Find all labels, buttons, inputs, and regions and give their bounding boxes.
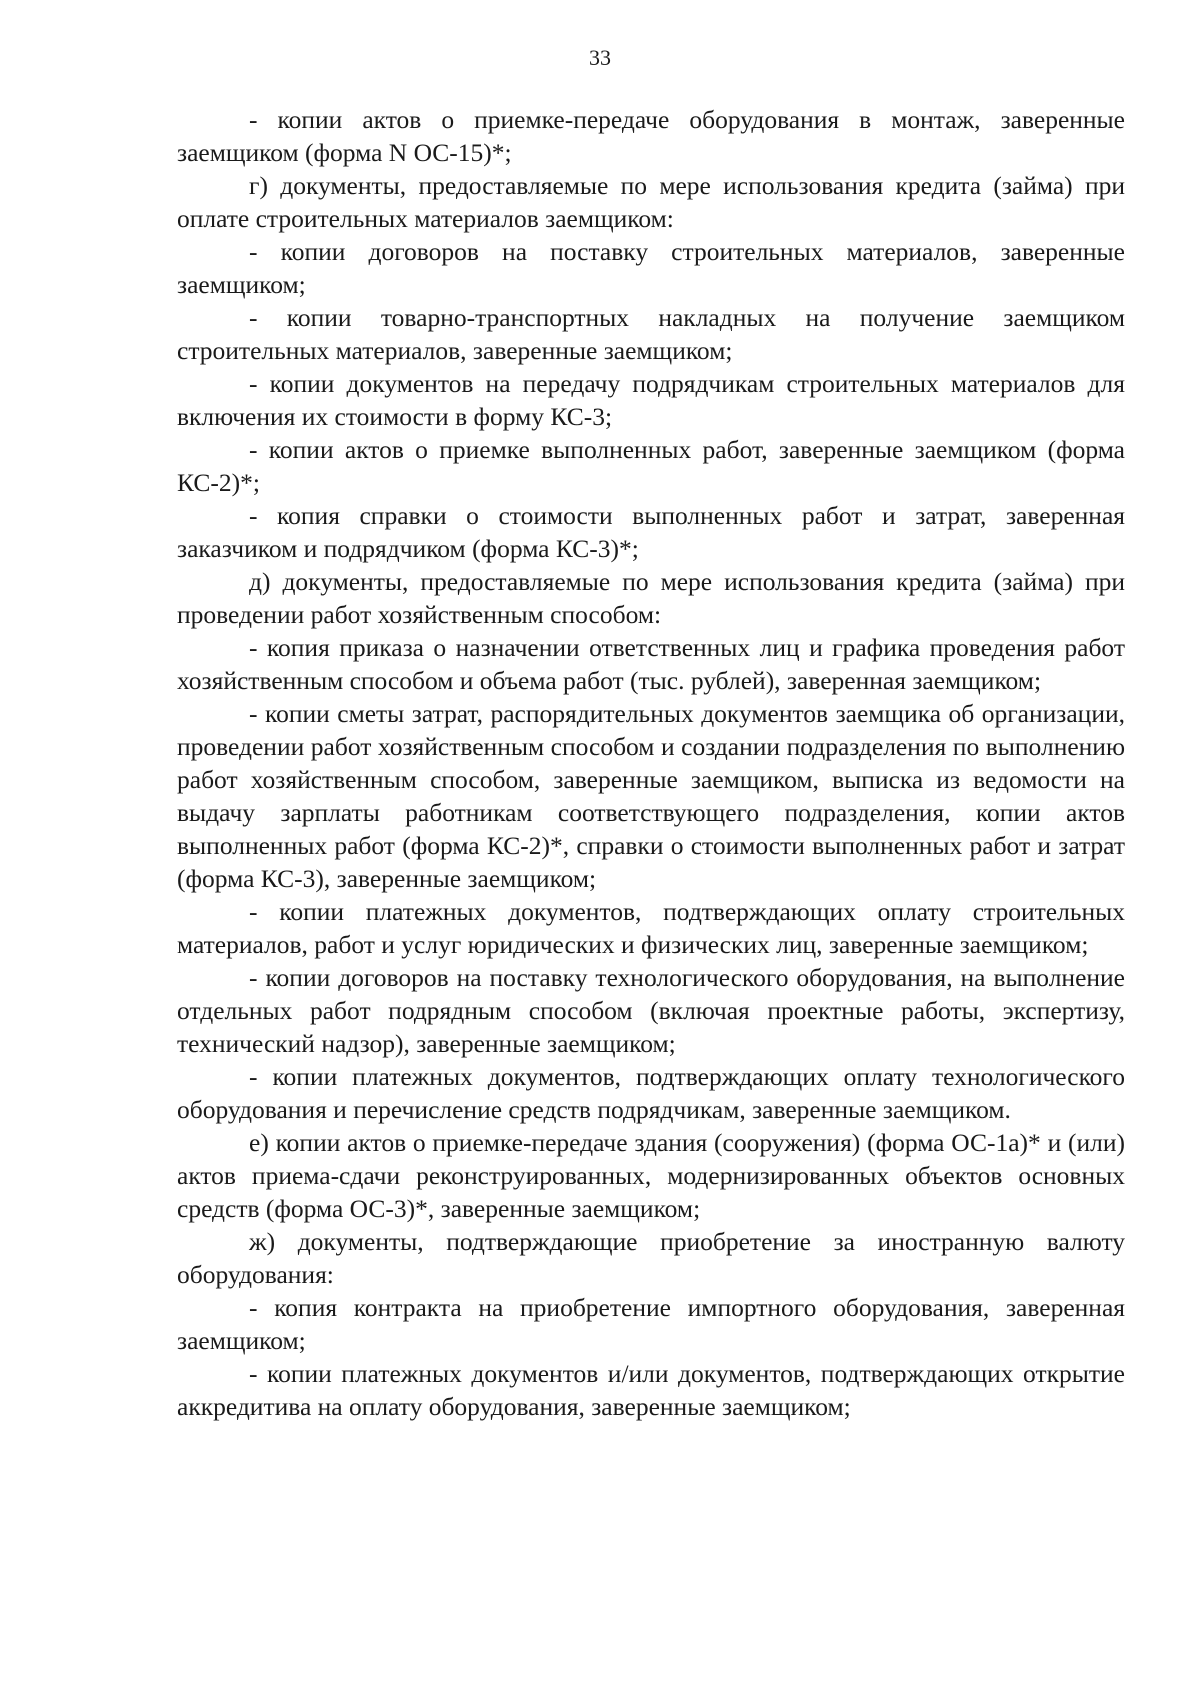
paragraph-7: - копия справки о стоимости выполненных работ и затрат, заверенная заказчиком и подрядчиком (форма КС-3)*; xyxy=(177,501,1125,563)
paragraph-11: - копии платежных документов, подтверждающих оплату строительных материалов, работ и услуг юридических и физических лиц, заверенные заемщиком; xyxy=(177,897,1125,959)
paragraph-16: - копия контракта на приобретение импортного оборудования, заверенная заемщиком; xyxy=(177,1293,1125,1355)
paragraph-13: - копии платежных документов, подтверждающих оплату технологического оборудования и перечисление средств подрядчикам, заверенные заемщиком. xyxy=(177,1062,1125,1124)
paragraph-12: - копии договоров на поставку технологического оборудования, на выполнение отдельных работ подрядным способом (включая проектные работы, экспертизу, технический надзор), заверенные заемщиком; xyxy=(177,963,1125,1058)
document-body xyxy=(177,103,1125,1423)
paragraph-6: - копии актов о приемке выполненных работ, заверенные заемщиком (форма КС-2)*; xyxy=(177,435,1125,497)
paragraph-17: - копии платежных документов и/или документов, подтверждающих открытие аккредитива на оплату оборудования, заверенные заемщиком; xyxy=(177,1359,1125,1421)
paragraph-2: г) документы, предоставляемые по мере использования кредита (займа) при оплате строительных материалов заемщиком: xyxy=(177,171,1125,233)
paragraph-5: - копии документов на передачу подрядчикам строительных материалов для включения их стоимости в форму КС-3; xyxy=(177,369,1125,431)
paragraph-1: - копии актов о приемке-передаче оборудования в монтаж, заверенные заемщиком (форма N ОС-15)*; xyxy=(177,105,1125,167)
paragraph-3: - копии договоров на поставку строительных материалов, заверенные заемщиком; xyxy=(177,237,1125,299)
paragraph-14: е) копии актов о приемке-передаче здания (сооружения) (форма ОС-1а)* и (или) актов приема-сдачи реконструированных, модернизированных объектов основных средств (форма ОС-3)*, заверенные заемщиком; xyxy=(177,1128,1125,1223)
paragraph-4: - копии товарно-транспортных накладных на получение заемщиком строительных материалов, заверенные заемщиком; xyxy=(177,303,1125,365)
paragraph-15: ж) документы, подтверждающие приобретение за иностранную валюту оборудования: xyxy=(177,1227,1125,1289)
paragraph-10: - копии сметы затрат, распорядительных документов заемщика об организации, проведении работ хозяйственным способом и создании подразделения по выполнению работ хозяйственным способом, заверенные заемщиком, выписка из ведомости на выдачу зарплаты работникам соответствующего подразделения, копии актов выполненных работ (форма КС-2)*, справки о стоимости выполненных работ и затрат (форма КС-3), заверенные заемщиком; xyxy=(177,699,1125,893)
paragraph-9: - копия приказа о назначении ответственных лиц и графика проведения работ хозяйственным способом и объема работ (тыс. рублей), заверенная заемщиком; xyxy=(177,633,1125,695)
paragraph-8: д) документы, предоставляемые по мере использования кредита (займа) при проведении работ хозяйственным способом: xyxy=(177,567,1125,629)
page-number: 33 xyxy=(589,45,611,70)
